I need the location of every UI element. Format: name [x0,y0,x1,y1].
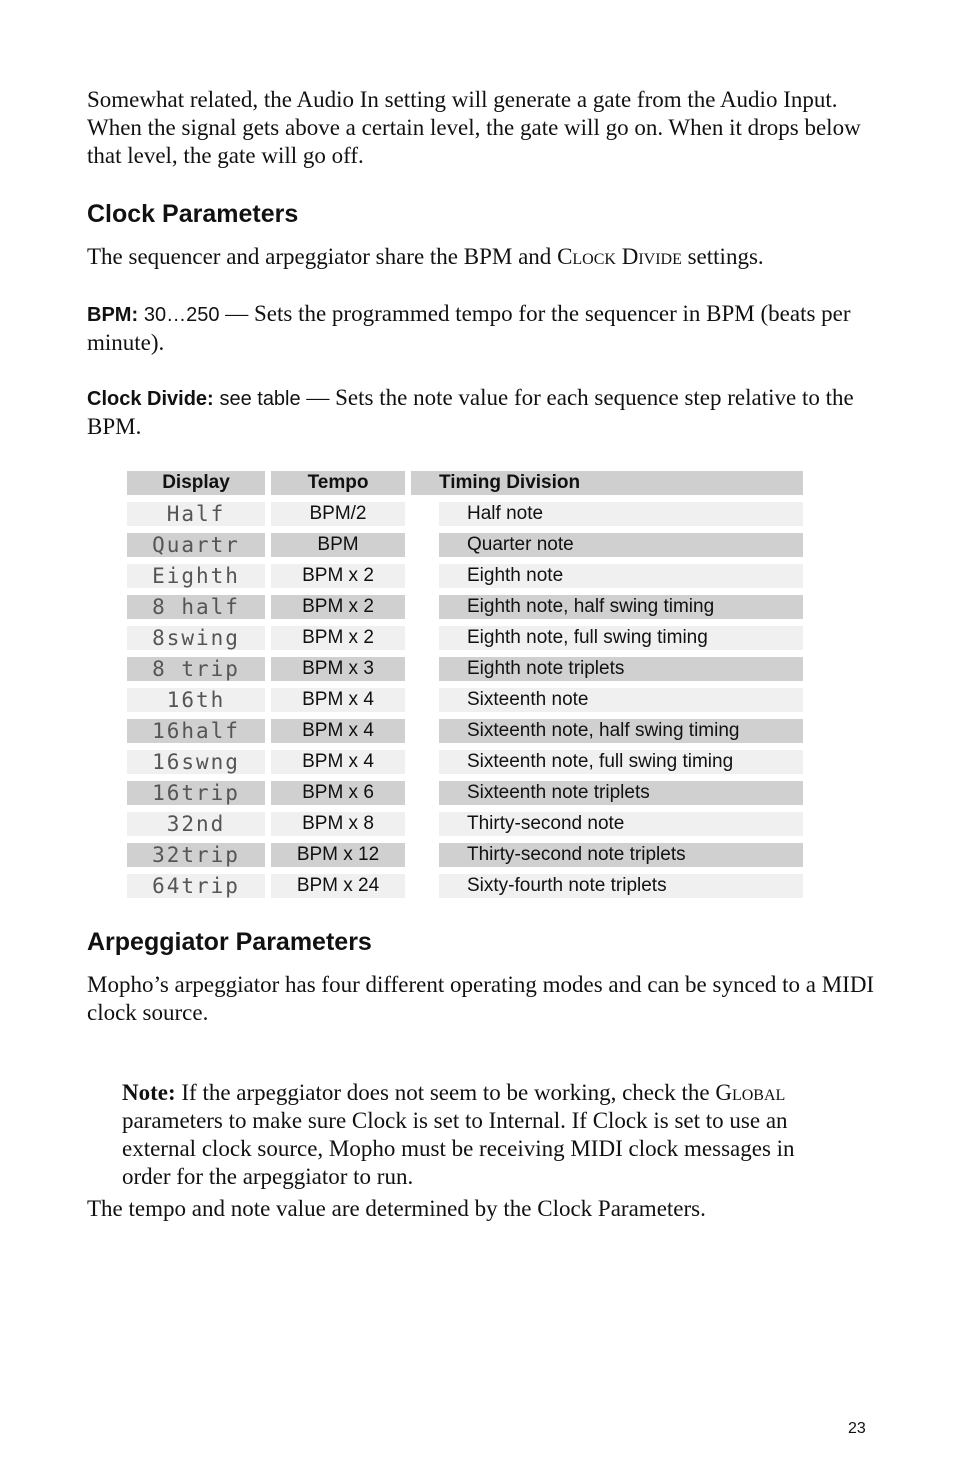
tempo-cell [271,870,405,901]
tempo-cell-text: BPM x 2 [271,626,405,650]
tempo-cell [271,808,405,839]
clock-share-post: settings. [681,244,764,269]
tempo-cell [271,715,405,746]
tempo-cell [271,777,405,808]
header-tempo [271,467,405,498]
timing-cell-text: Sixteenth note, full swing timing [439,750,803,774]
display-cell [127,715,265,746]
tempo-cell [271,684,405,715]
intro-paragraph: Somewhat related, the Audio In setting will generate a gate from the Audio Input. When the signal gets above a certain level, the gate will go on. When it drops below that level, the gate will go off. [87,87,861,168]
timing-cell-text: Sixteenth note triplets [439,781,803,805]
arpeggiator-parameters-heading: Arpeggiator Parameters [87,928,372,956]
tempo-cell-text: BPM [271,533,405,557]
header-display-label: Display [127,471,265,495]
clock-divide-paragraph [87,384,877,441]
header-timing [411,467,803,498]
timing-cell-text: Eighth note triplets [439,657,803,681]
tempo-cell [271,839,405,870]
tempo-cell-text: BPM x 4 [271,750,405,774]
display-cell [127,684,265,715]
display-cell-text: Half [127,502,265,526]
timing-cell-text: Eighth note, half swing timing [439,595,803,619]
table-row [127,498,803,529]
note-pre: If the arpeggiator does not seem to be working, check the [175,1080,716,1105]
note-label: Note: [122,1080,176,1105]
display-cell-text: 32trip [127,843,265,867]
tempo-cell [271,746,405,777]
timing-cell [411,870,803,901]
display-cell-text: 8 trip [127,657,265,681]
table-row [127,746,803,777]
timing-cell-text: Half note [439,502,803,526]
display-cell-text: Quartr [127,533,265,557]
timing-cell [411,622,803,653]
arp-intro-paragraph: Mopho’s arpeggiator has four different operating modes and can be synced to a MIDI clock source. [87,972,875,1025]
note-post: parameters to make sure Clock is set to Internal. If Clock is set to use an external clock source, Mopho must be receiving MIDI clock messages in order for the arpeggiator to run. [122,1108,795,1189]
tempo-cell-text: BPM x 4 [271,719,405,743]
display-cell [127,622,265,653]
page-number: 23 [848,1420,866,1437]
timing-cell-text: Quarter note [439,533,803,557]
display-cell [127,560,265,591]
bpm-label: BPM: [87,304,139,326]
display-cell-text: Eighth [127,564,265,588]
timing-cell-text: Eighth note [439,564,803,588]
clock-share-paragraph [87,243,877,271]
table-row [127,715,803,746]
timing-cell [411,653,803,684]
table-row [127,684,803,715]
display-cell [127,653,265,684]
bpm-range: 30…250 [143,304,220,326]
clock-divide-desc: Sets the note value for each sequence step relative to the BPM. [87,385,854,439]
timing-cell [411,560,803,591]
display-cell [127,591,265,622]
timing-cell [411,498,803,529]
tempo-cell-text: BPM x 24 [271,874,405,898]
timing-cell-text: Sixteenth note [439,688,803,712]
timing-cell-text: Sixteenth note, half swing timing [439,719,803,743]
bpm-paragraph [87,300,877,357]
timing-cell-text: Thirty-second note [439,812,803,836]
clock-divide-table [127,467,803,901]
table-row [127,839,803,870]
clock-divide-label: Clock Divide: [87,388,214,410]
header-tempo-label: Tempo [271,471,405,495]
tempo-cell [271,591,405,622]
table-row [127,529,803,560]
table-row [127,622,803,653]
clock-divide-range: see table [219,388,301,410]
timing-cell-text: Thirty-second note triplets [439,843,803,867]
tempo-cell-text: BPM x 3 [271,657,405,681]
tempo-cell [271,560,405,591]
table-row [127,870,803,901]
display-cell-text: 8 half [127,595,265,619]
tempo-cell [271,498,405,529]
header-display [127,467,265,498]
display-cell-text: 32nd [127,812,265,836]
display-cell [127,529,265,560]
display-cell-text: 16swng [127,750,265,774]
table-row [127,591,803,622]
timing-cell [411,777,803,808]
tempo-cell-text: BPM x 8 [271,812,405,836]
display-cell [127,808,265,839]
timing-cell [411,746,803,777]
display-cell [127,498,265,529]
bpm-dash: — [219,301,254,326]
timing-cell-text: Sixty-fourth note triplets [439,874,803,898]
tempo-line: The tempo and note value are determined by the Clock Parameters. [87,1196,706,1221]
display-cell [127,870,265,901]
timing-cell-text: Eighth note, full swing timing [439,626,803,650]
table-row [127,777,803,808]
clock-share-pre: The sequencer and arpeggiator share the BPM and [87,244,558,269]
display-cell-text: 16th [127,688,265,712]
display-cell-text: 16trip [127,781,265,805]
display-cell-text: 8swing [127,626,265,650]
tempo-cell-text: BPM x 2 [271,595,405,619]
table-header-row [127,467,803,498]
display-cell-text: 64trip [127,874,265,898]
tempo-cell-text: BPM x 12 [271,843,405,867]
display-cell-text: 16half [127,719,265,743]
clock-parameters-heading: Clock Parameters [87,200,299,228]
timing-cell [411,684,803,715]
clock-share-sc: Clock Divide [557,244,682,269]
display-cell [127,746,265,777]
bpm-desc: Sets the programmed tempo for the sequencer in BPM (beats per minute). [87,301,851,355]
display-cell [127,777,265,808]
tempo-cell [271,529,405,560]
timing-cell [411,529,803,560]
clock-divide-table-body [127,467,803,901]
table-row [127,653,803,684]
clock-divide-dash: — [300,385,336,410]
tempo-cell-text: BPM x 6 [271,781,405,805]
timing-cell [411,808,803,839]
note-global-sc: Global [715,1080,786,1105]
tempo-cell-text: BPM x 4 [271,688,405,712]
table-row [127,560,803,591]
tempo-cell [271,622,405,653]
tempo-cell-text: BPM/2 [271,502,405,526]
table-row [127,808,803,839]
header-timing-label: Timing Division [411,471,803,495]
timing-cell [411,839,803,870]
arp-note-paragraph [122,1079,842,1191]
display-cell [127,839,265,870]
timing-cell [411,715,803,746]
tempo-cell [271,653,405,684]
tempo-cell-text: BPM x 2 [271,564,405,588]
timing-cell [411,591,803,622]
